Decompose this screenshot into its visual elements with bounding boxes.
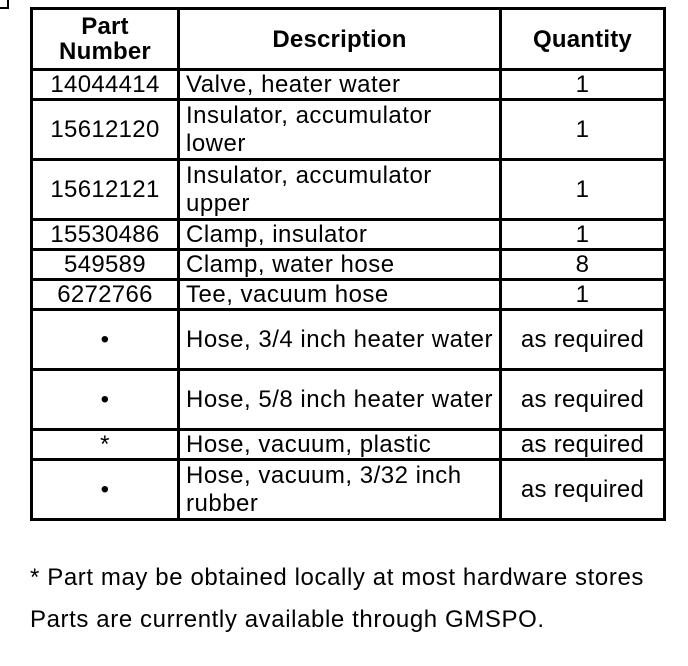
description-cell: Insulator, accumulator upper [179,160,501,220]
table-row [32,220,665,250]
header-part-number: Part Number [32,9,179,70]
description-cell: Tee, vacuum hose [179,280,501,310]
table-row [32,310,665,370]
notes-section [30,563,670,635]
description-cell: Insulator, accumulator lower [179,100,501,160]
header-quantity: Quantity [501,9,665,70]
description-cell: Hose, 5/8 inch heater water [179,370,501,430]
table-row [32,280,665,310]
footnote-text: * Part may be obtained locally at most hardware stores [30,564,645,591]
availability-text: Parts are currently available through GMSPO. [30,606,545,633]
part-number-cell: 549589 [32,250,179,280]
quantity-cell: as required [501,370,665,430]
quantity-cell: 8 [501,250,665,280]
table-row [32,430,665,460]
quantity-cell: 1 [501,160,665,220]
header-description: Description [179,9,501,70]
description-cell: Valve, heater water [179,70,501,100]
table-row [32,460,665,520]
parts-table [30,7,666,521]
part-number-cell: • [32,460,179,520]
table-row [32,370,665,430]
part-number-cell: 6272766 [32,280,179,310]
quantity-cell: 1 [501,280,665,310]
description-cell: Hose, vacuum, 3/32 inch rubber [179,460,501,520]
quantity-cell: 1 [501,220,665,250]
part-number-cell: 15530486 [32,220,179,250]
description-cell: Clamp, water hose [179,250,501,280]
quantity-cell: 1 [501,70,665,100]
description-cell: Hose, 3/4 inch heater water [179,310,501,370]
table-row [32,250,665,280]
table-row [32,70,665,100]
quantity-cell: as required [501,430,665,460]
part-number-cell: 15612121 [32,160,179,220]
quantity-cell: as required [501,460,665,520]
description-cell: Clamp, insulator [179,220,501,250]
table-row [32,160,665,220]
quantity-cell: as required [501,310,665,370]
part-number-cell: • [32,370,179,430]
part-number-cell: 14044414 [32,70,179,100]
table-row [32,100,665,160]
part-number-cell: * [32,430,179,460]
header-row [32,9,665,70]
description-cell: Hose, vacuum, plastic [179,430,501,460]
part-number-cell: 15612120 [32,100,179,160]
quantity-cell: 1 [501,100,665,160]
corner-crop-mark [0,0,9,9]
part-number-cell: • [32,310,179,370]
